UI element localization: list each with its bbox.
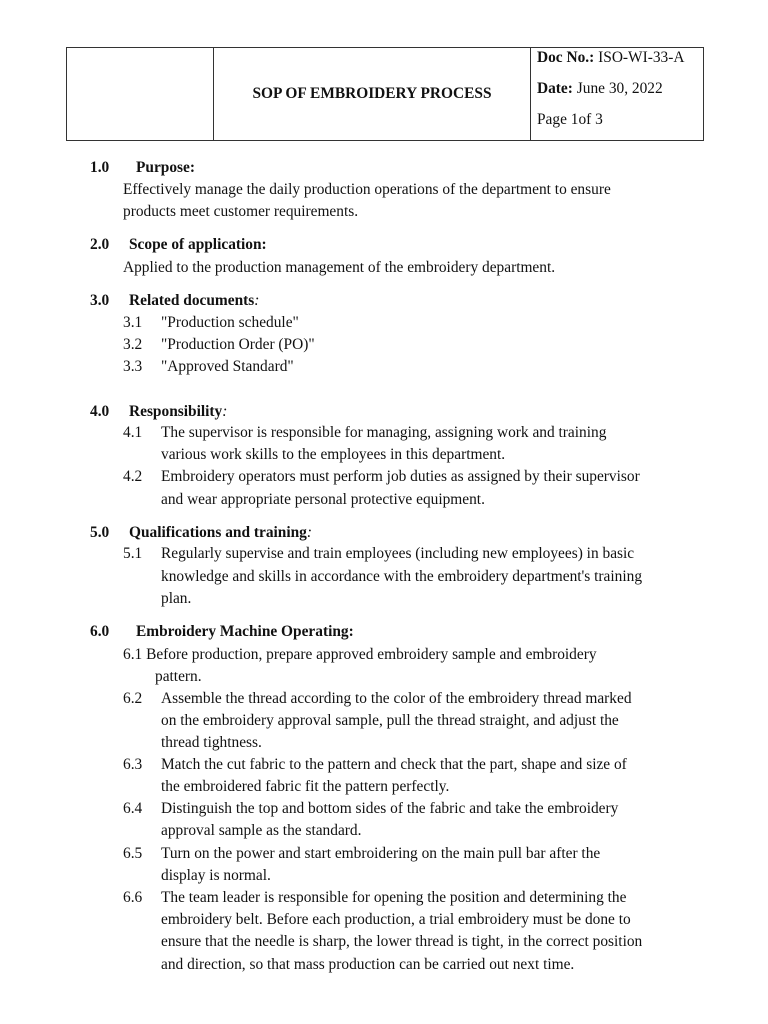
item-3-1-number: 3.1 (123, 314, 143, 331)
item-6-2-number: 6.2 (123, 690, 143, 707)
doc-date-label: Date: (537, 80, 573, 97)
item-4-2-line-2: and wear appropriate personal protective equipment. (161, 491, 485, 508)
doc-number-value: ISO-WI-33-A (594, 49, 685, 66)
item-4-2-number: 4.2 (123, 468, 143, 485)
section-5-title: Qualifications and training: (129, 524, 313, 541)
doc-date (537, 79, 703, 110)
section-6-number: 6.0 (90, 623, 110, 640)
doc-page: Page 1of 3 (537, 111, 603, 128)
item-6-4-number: 6.4 (123, 800, 143, 817)
section-3-number: 3.0 (90, 292, 110, 309)
item-3-1-text: "Production schedule" (161, 314, 299, 331)
item-5-1-line-1: Regularly supervise and train employees (including new employees) in basic (161, 545, 635, 562)
item-5-1-line-2: knowledge and skills in accordance with the embroidery department's training (161, 568, 643, 585)
item-6-2-line-3: thread tightness. (161, 734, 262, 751)
item-3-2-text: "Production Order (PO)" (161, 336, 315, 353)
item-6-6-line-2: embroidery belt. Before each production, a trial embroidery must be done to (161, 911, 631, 928)
item-6-2-line-2: on the embroidery approval sample, pull the thread straight, and adjust the (161, 712, 619, 729)
item-4-1-line-1: The supervisor is responsible for managing, assigning work and training (161, 424, 607, 441)
section-1-line-1: Effectively manage the daily production operations of the department to ensure (123, 181, 611, 198)
section-2-number: 2.0 (90, 236, 110, 253)
item-6-5-line-2: display is normal. (161, 867, 271, 884)
item-6-1-line-2: pattern. (155, 668, 202, 685)
section-1-number: 1.0 (90, 159, 110, 176)
item-6-6-line-1: The team leader is responsible for opening the position and determining the (161, 889, 627, 906)
section-1-title: Purpose: (136, 159, 195, 176)
document-meta (531, 48, 703, 140)
section-4-number: 4.0 (90, 403, 110, 420)
item-3-3-text: "Approved Standard" (161, 358, 294, 375)
item-6-3-line-2: the embroidered fabric fit the pattern perfectly. (161, 778, 450, 795)
item-6-5-number: 6.5 (123, 845, 143, 862)
doc-number-label: Doc No.: (537, 49, 595, 66)
doc-date-value: June 30, 2022 (572, 80, 663, 97)
section-2-line-1: Applied to the production management of the embroidery department. (123, 259, 556, 276)
item-6-6-line-3: ensure that the needle is sharp, the lower thread is tight, in the correct position (161, 933, 643, 950)
section-1-line-2: products meet customer requirements. (123, 203, 359, 220)
item-6-4-line-1: Distinguish the top and bottom sides of the fabric and take the embroidery (161, 800, 619, 817)
item-6-6-line-4: and direction, so that mass production can be carried out next time. (161, 956, 575, 973)
section-3-title: Related documents: (129, 292, 260, 309)
item-4-2-line-1: Embroidery operators must perform job duties as assigned by their supervisor (161, 468, 640, 485)
item-5-1-number: 5.1 (123, 545, 143, 562)
logo-cell (67, 48, 214, 140)
item-6-4-line-2: approval sample as the standard. (161, 822, 362, 839)
item-3-2-number: 3.2 (123, 336, 143, 353)
section-6-title: Embroidery Machine Operating: (136, 623, 354, 640)
item-4-1-line-2: various work skills to the employees in this department. (161, 446, 506, 463)
section-5-number: 5.0 (90, 524, 110, 541)
item-4-1-number: 4.1 (123, 424, 143, 441)
item-6-3-number: 6.3 (123, 756, 143, 773)
item-6-6-number: 6.6 (123, 889, 143, 906)
item-6-5-line-1: Turn on the power and start embroidering on the main pull bar after the (161, 845, 601, 862)
section-4-title: Responsibility: (129, 403, 228, 420)
item-3-3-number: 3.3 (123, 358, 143, 375)
doc-number (537, 48, 703, 79)
item-6-2-line-1: Assemble the thread according to the color of the embroidery thread marked (161, 690, 632, 707)
document-title: SOP OF EMBROIDERY PROCESS (214, 48, 531, 140)
item-5-1-line-3: plan. (161, 590, 192, 607)
item-6-1-line-1: 6.1 Before production, prepare approved embroidery sample and embroidery (123, 646, 597, 663)
section-2-title: Scope of application: (129, 236, 267, 253)
document-header-table (66, 47, 704, 141)
item-6-3-line-1: Match the cut fabric to the pattern and check that the part, shape and size of (161, 756, 627, 773)
